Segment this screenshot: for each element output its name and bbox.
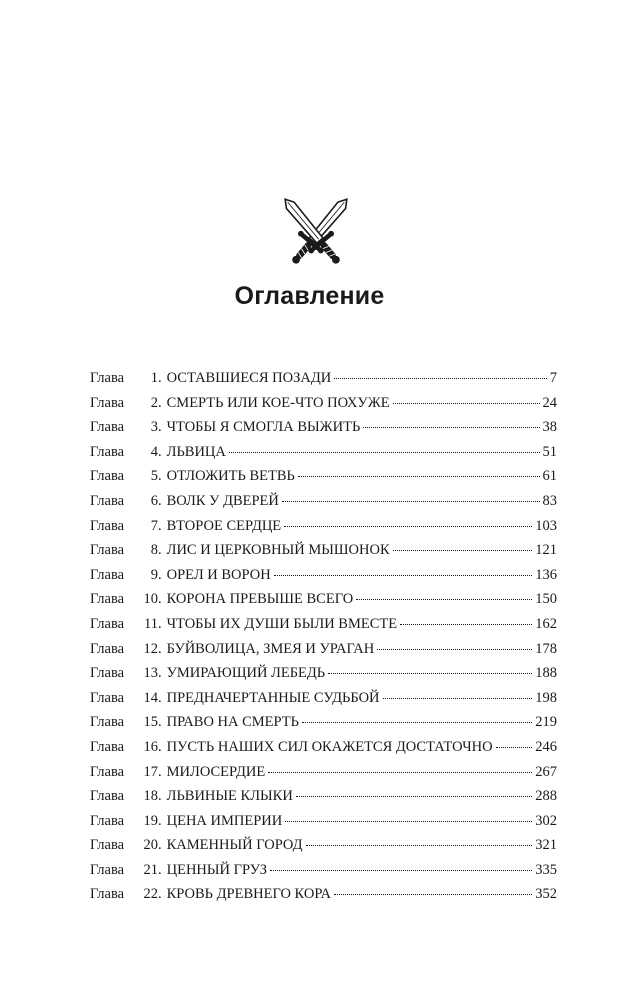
page-number: 136 bbox=[535, 566, 557, 583]
chapter-number-dot: . bbox=[158, 640, 162, 657]
chapter-number: 6 bbox=[150, 492, 158, 509]
page-number: 61 bbox=[542, 468, 557, 485]
page-number: 7 bbox=[549, 370, 557, 386]
toc-entry bbox=[90, 690, 557, 715]
dot-leader bbox=[393, 550, 533, 551]
chapter-number-dot: . bbox=[158, 443, 162, 460]
toc-entry bbox=[90, 739, 557, 764]
dot-leader bbox=[302, 722, 532, 723]
chapter-number: 16 bbox=[143, 738, 158, 755]
chapter-number-dot: . bbox=[158, 812, 162, 829]
chapter-title: ВОЛК У ДВЕРЕЙ bbox=[166, 492, 279, 509]
chapter-number: 14 bbox=[143, 689, 158, 706]
chapter-number: 5 bbox=[150, 468, 158, 485]
chapter-number-dot: . bbox=[158, 566, 162, 583]
chapter-number: 12 bbox=[143, 640, 158, 657]
toc-entry bbox=[90, 518, 557, 543]
chapter-title: ОРЕЛ И ВОРОН bbox=[166, 566, 271, 583]
page-number: 150 bbox=[535, 591, 557, 608]
chapter-number: 13 bbox=[143, 665, 158, 682]
chapter-label: Глава bbox=[90, 370, 125, 386]
chapter-number-dot: . bbox=[158, 542, 162, 559]
page-title: Оглавление bbox=[234, 282, 385, 310]
chapter-title: ЧТОБЫ ИХ ДУШИ БЫЛИ ВМЕСТЕ bbox=[166, 615, 398, 632]
chapter-title: ПУСТЬ НАШИХ СИЛ ОКАЖЕТСЯ ДОСТАТОЧНО bbox=[166, 738, 493, 755]
chapter-label: Глава bbox=[90, 566, 125, 583]
page-number: 288 bbox=[535, 788, 557, 805]
dot-leader bbox=[268, 772, 532, 773]
page-number: 24 bbox=[542, 394, 557, 411]
dot-leader bbox=[282, 501, 540, 502]
chapter-title: СМЕРТЬ ИЛИ КОЕ-ЧТО ПОХУЖЕ bbox=[166, 394, 390, 411]
chapter-title: ЦЕНА ИМПЕРИИ bbox=[166, 812, 283, 829]
page-number: 335 bbox=[535, 861, 557, 878]
dot-leader bbox=[393, 403, 540, 404]
page-number: 38 bbox=[542, 419, 557, 436]
chapter-label: Глава bbox=[90, 419, 125, 436]
chapter-label: Глава bbox=[90, 689, 125, 706]
chapter-title: ПРЕДНАЧЕРТАННЫЕ СУДЬБОЙ bbox=[166, 689, 380, 706]
chapter-label: Глава bbox=[90, 640, 125, 657]
toc-entry bbox=[90, 862, 557, 887]
dot-leader bbox=[377, 649, 532, 650]
page-number: 83 bbox=[542, 492, 557, 509]
chapter-number: 7 bbox=[150, 517, 158, 534]
chapter-number-dot: . bbox=[158, 837, 162, 854]
chapter-label: Глава bbox=[90, 443, 125, 460]
toc-entry bbox=[90, 591, 557, 616]
chapter-number-dot: . bbox=[158, 886, 162, 903]
page-number: 267 bbox=[535, 763, 557, 780]
chapter-label: Глава bbox=[90, 812, 125, 829]
page-number: 219 bbox=[535, 714, 557, 731]
dot-leader bbox=[285, 821, 532, 822]
chapter-number: 4 bbox=[150, 443, 158, 460]
chapter-number: 21 bbox=[143, 861, 158, 878]
page-number: 246 bbox=[535, 738, 557, 755]
chapter-number: 19 bbox=[143, 812, 158, 829]
chapter-label: Глава bbox=[90, 714, 125, 731]
toc-entry bbox=[90, 419, 557, 444]
page-number: 51 bbox=[542, 443, 557, 460]
toc-entry bbox=[90, 493, 557, 518]
chapter-label: Глава bbox=[90, 665, 125, 682]
dot-leader bbox=[334, 378, 547, 379]
chapter-title: ЛЬВИНЫЕ КЛЫКИ bbox=[166, 788, 293, 805]
toc-entry bbox=[90, 886, 557, 911]
chapter-label: Глава bbox=[90, 492, 125, 509]
toc-entry bbox=[90, 444, 557, 469]
chapter-number-dot: . bbox=[158, 738, 162, 755]
chapter-label: Глава bbox=[90, 738, 125, 755]
chapter-title: ОТЛОЖИТЬ ВЕТВЬ bbox=[166, 468, 295, 485]
chapter-label: Глава bbox=[90, 861, 125, 878]
chapter-title: КРОВЬ ДРЕВНЕГО КОРА bbox=[166, 886, 332, 903]
page-number: 188 bbox=[535, 665, 557, 682]
chapter-number: 20 bbox=[143, 837, 158, 854]
chapter-title: ОСТАВШИЕСЯ ПОЗАДИ bbox=[166, 370, 332, 386]
chapter-label: Глава bbox=[90, 615, 125, 632]
chapter-label: Глава bbox=[90, 394, 125, 411]
toc-entry bbox=[90, 641, 557, 666]
dot-leader bbox=[270, 870, 532, 871]
toc-entry bbox=[90, 616, 557, 641]
chapter-number: 17 bbox=[143, 763, 158, 780]
chapter-number: 15 bbox=[143, 714, 158, 731]
page-number: 321 bbox=[535, 837, 557, 854]
chapter-number: 8 bbox=[150, 542, 158, 559]
chapter-number-dot: . bbox=[158, 591, 162, 608]
chapter-title: ЛИС И ЦЕРКОВНЫЙ МЫШОНОК bbox=[166, 542, 390, 559]
chapter-number-dot: . bbox=[158, 615, 162, 632]
chapter-title: ЧТОБЫ Я СМОГЛА ВЫЖИТЬ bbox=[166, 419, 361, 436]
chapter-title: ЦЕННЫЙ ГРУЗ bbox=[166, 861, 268, 878]
chapter-number-dot: . bbox=[158, 419, 162, 436]
toc-entry bbox=[90, 468, 557, 493]
chapter-label: Глава bbox=[90, 837, 125, 854]
dot-leader bbox=[363, 427, 539, 428]
chapter-title: ЛЬВИЦА bbox=[166, 443, 226, 460]
toc-entry bbox=[90, 665, 557, 690]
page-number: 302 bbox=[535, 812, 557, 829]
dot-leader bbox=[274, 575, 533, 576]
chapter-label: Глава bbox=[90, 517, 125, 534]
dot-leader bbox=[296, 796, 532, 797]
toc-entry bbox=[90, 567, 557, 592]
table-of-contents bbox=[90, 370, 557, 911]
toc-entry bbox=[90, 714, 557, 739]
chapter-number: 11 bbox=[144, 615, 158, 632]
toc-entry bbox=[90, 542, 557, 567]
dot-leader bbox=[306, 845, 533, 846]
chapter-label: Глава bbox=[90, 886, 125, 903]
chapter-number: 18 bbox=[143, 788, 158, 805]
dot-leader bbox=[229, 452, 540, 453]
page-number: 121 bbox=[535, 542, 557, 559]
toc-entry bbox=[90, 813, 557, 838]
toc-entry bbox=[90, 788, 557, 813]
chapter-number: 3 bbox=[150, 419, 158, 436]
chapter-number-dot: . bbox=[158, 861, 162, 878]
toc-entry bbox=[90, 395, 557, 420]
chapter-number-dot: . bbox=[158, 394, 162, 411]
chapter-label: Глава bbox=[90, 763, 125, 780]
chapter-label: Глава bbox=[90, 788, 125, 805]
chapter-number-dot: . bbox=[158, 714, 162, 731]
chapter-title: КАМЕННЫЙ ГОРОД bbox=[166, 837, 303, 854]
chapter-number-dot: . bbox=[158, 788, 162, 805]
chapter-number: 1 bbox=[150, 370, 158, 386]
chapter-title: ПРАВО НА СМЕРТЬ bbox=[166, 714, 299, 731]
dot-leader bbox=[383, 698, 533, 699]
chapter-number: 9 bbox=[150, 566, 158, 583]
crossed-swords-icon bbox=[268, 194, 364, 278]
chapter-label: Глава bbox=[90, 468, 125, 485]
chapter-number-dot: . bbox=[158, 517, 162, 534]
dot-leader bbox=[356, 599, 532, 600]
dot-leader bbox=[284, 526, 532, 527]
chapter-title: ВТОРОЕ СЕРДЦЕ bbox=[166, 517, 282, 534]
chapter-number: 10 bbox=[143, 591, 158, 608]
page-number: 178 bbox=[535, 640, 557, 657]
page-number: 198 bbox=[535, 689, 557, 706]
chapter-title: УМИРАЮЩИЙ ЛЕБЕДЬ bbox=[166, 665, 326, 682]
chapter-number: 22 bbox=[143, 886, 158, 903]
chapter-label: Глава bbox=[90, 542, 125, 559]
dot-leader bbox=[496, 747, 533, 748]
chapter-number-dot: . bbox=[158, 763, 162, 780]
dot-leader bbox=[328, 673, 532, 674]
chapter-label: Глава bbox=[90, 591, 125, 608]
page-number: 103 bbox=[535, 517, 557, 534]
chapter-number-dot: . bbox=[158, 468, 162, 485]
chapter-number-dot: . bbox=[158, 370, 162, 386]
toc-entry bbox=[90, 370, 557, 395]
toc-entry bbox=[90, 764, 557, 789]
dot-leader bbox=[298, 476, 540, 477]
page-number: 352 bbox=[535, 886, 557, 903]
chapter-number-dot: . bbox=[158, 665, 162, 682]
chapter-title: БУЙВОЛИЦА, ЗМЕЯ И УРАГАН bbox=[166, 640, 375, 657]
chapter-number-dot: . bbox=[158, 492, 162, 509]
dot-leader bbox=[400, 624, 532, 625]
chapter-number-dot: . bbox=[158, 689, 162, 706]
page-number: 162 bbox=[535, 615, 557, 632]
dot-leader bbox=[334, 894, 532, 895]
chapter-title: МИЛОСЕРДИЕ bbox=[166, 763, 266, 780]
toc-entry bbox=[90, 837, 557, 862]
chapter-number: 2 bbox=[150, 394, 158, 411]
chapter-title: КОРОНА ПРЕВЫШЕ ВСЕГО bbox=[166, 591, 354, 608]
